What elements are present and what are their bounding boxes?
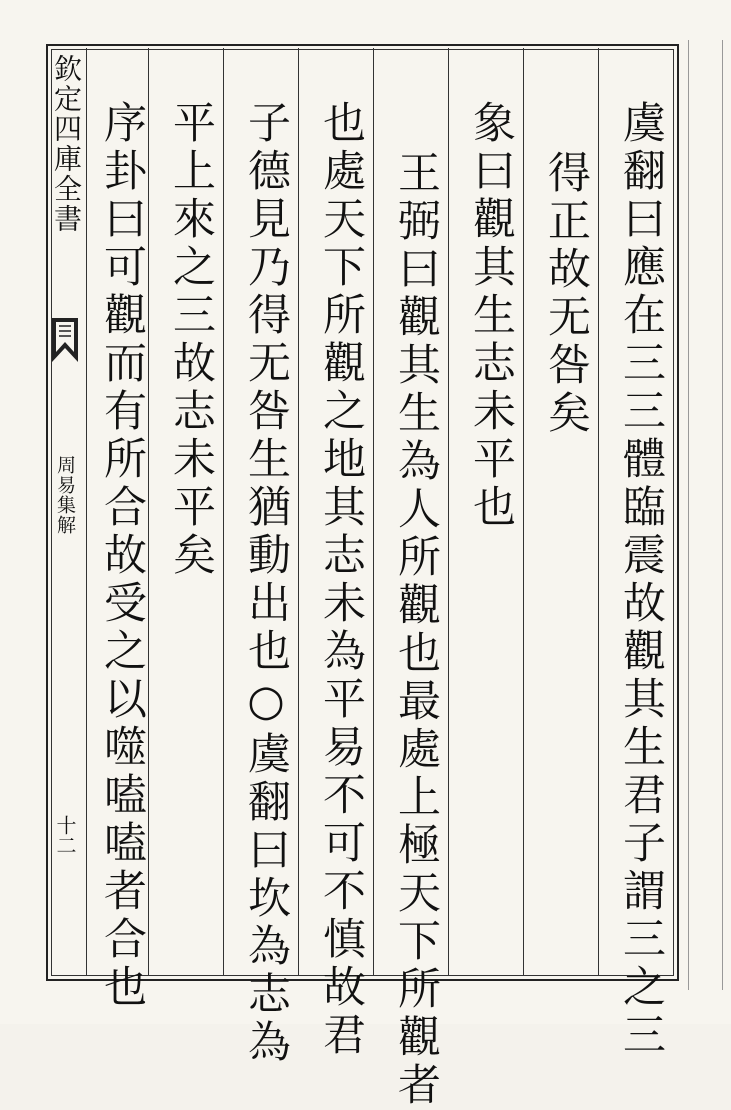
page-edge-line (688, 40, 689, 990)
column-rule (223, 48, 224, 976)
fishtail-mark-icon (52, 318, 78, 362)
page-edge-line (722, 40, 723, 990)
column-rule (598, 48, 599, 976)
text-column-4: 王弼曰觀其生為人所觀也最處上極天下所觀者 (391, 150, 441, 1110)
text-column-3: 象曰觀其生志未平也 (466, 100, 516, 532)
text-column-1: 虞翻曰應在三三體臨震故觀其生君子謂三之三 (616, 100, 666, 1060)
book-title: 周易集解 (54, 455, 76, 535)
column-rule (298, 48, 299, 976)
text-column-6: 子德見乃得无咎生猶動出也○虞翻曰坎為志為 (241, 100, 291, 1067)
text-column-5: 也處天下所觀之地其志未為平易不可不慎故君 (316, 100, 366, 1060)
text-column-2: 得正故无咎矣 (541, 150, 591, 438)
text-column-7: 平上來之三故志未平矣 (166, 100, 216, 580)
text-column-8: 序卦曰可觀而有所合故受之以噬嗑嗑者合也 (97, 100, 147, 1012)
page-number: 十二 (53, 815, 77, 855)
collection-title: 欽定四庫全書 (50, 54, 83, 234)
column-rule (523, 48, 524, 976)
column-rule (448, 48, 449, 976)
column-rule (86, 48, 87, 976)
column-rule (373, 48, 374, 976)
